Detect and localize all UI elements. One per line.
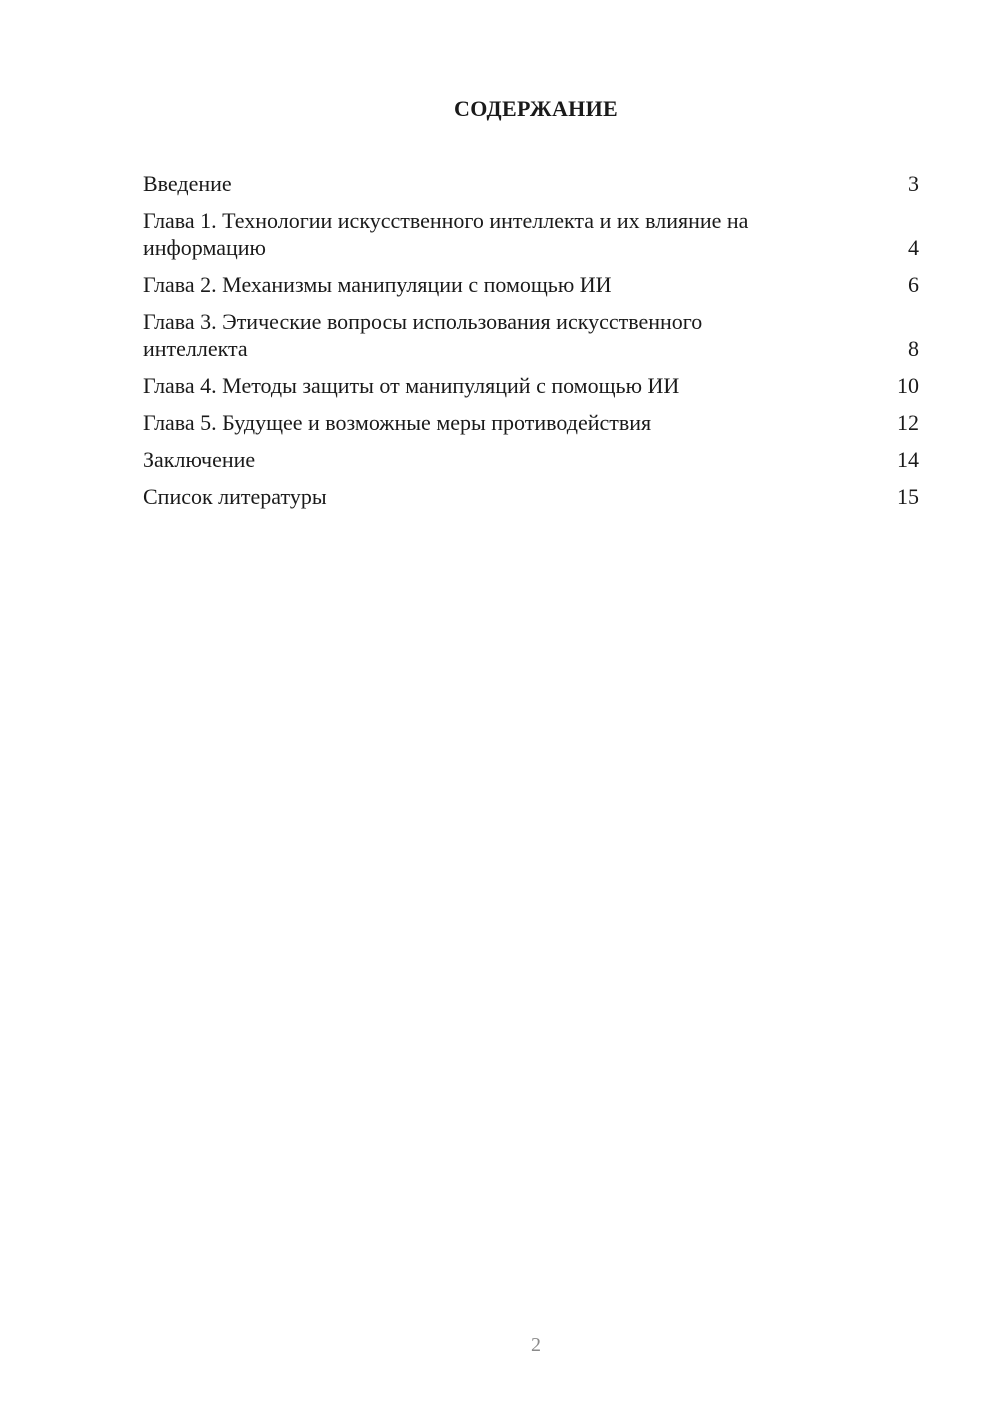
toc-list [143,170,919,520]
toc-entry-page: 15 [897,484,919,509]
toc-title: СОДЕРЖАНИЕ [454,96,618,121]
toc-entry-page: 8 [908,336,919,361]
toc-entry-text: Глава 1. Технологии искусственного интеллекта и их влияние на информацию [143,208,749,260]
toc-entry-text: Глава 2. Механизмы манипуляции с помощью ИИ [143,272,612,297]
toc-entry-chapter-1 [143,207,919,261]
toc-entry-text: Список литературы [143,484,327,509]
toc-entry-text: Глава 4. Методы защиты от манипуляций с помощью ИИ [143,373,680,398]
toc-entry-chapter-2 [143,271,919,298]
toc-entry-text: Глава 3. Этические вопросы использования искусственного интеллекта [143,309,703,361]
toc-entry-page: 10 [897,373,919,398]
toc-entry-page: 12 [897,410,919,435]
toc-entry-conclusion [143,446,919,473]
toc-entry-text: Заключение [143,447,256,472]
toc-entry-text: Глава 5. Будущее и возможные меры противодействия [143,410,652,435]
toc-entry-chapter-3 [143,308,919,362]
toc-entry-chapter-4 [143,372,919,399]
page-number: 2 [531,1334,541,1356]
toc-entry-page: 6 [908,272,919,297]
toc-entry-introduction [143,170,919,197]
toc-entry-chapter-5 [143,409,919,436]
toc-entry-references [143,483,919,510]
toc-entry-page: 3 [908,171,919,196]
toc-entry-text: Введение [143,171,232,196]
toc-entry-page: 4 [908,235,919,260]
toc-entry-page: 14 [897,447,919,472]
